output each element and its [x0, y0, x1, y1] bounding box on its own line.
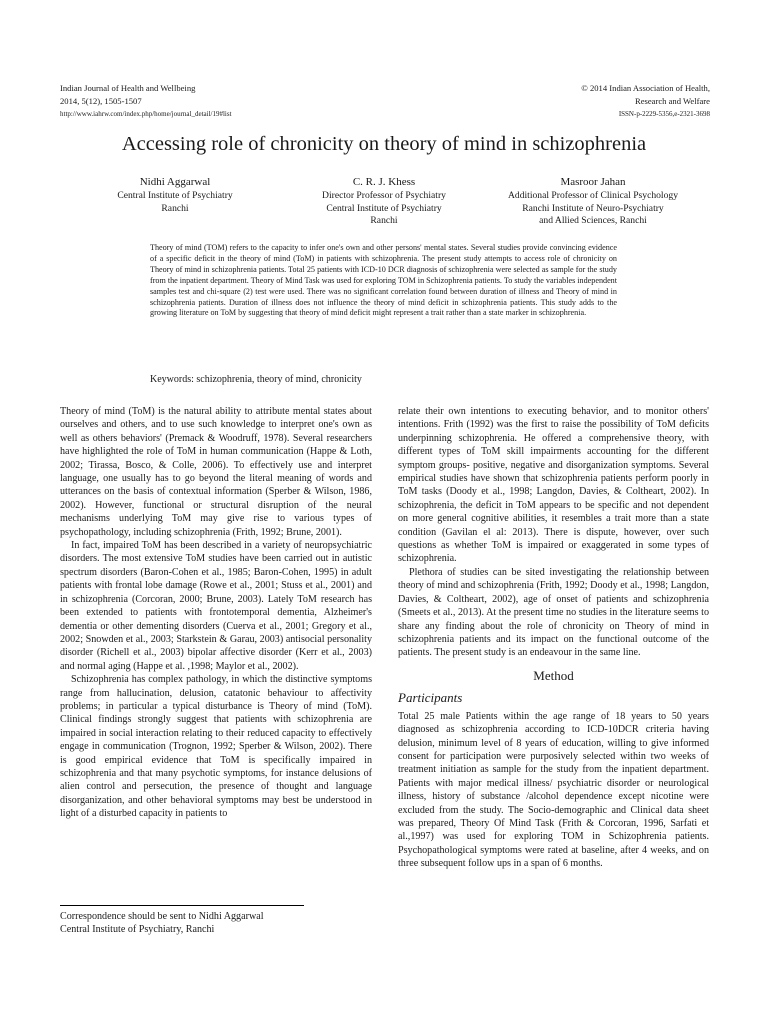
author-affiliation: Ranchi: [370, 215, 398, 226]
body-paragraph: In fact, impaired ToM has been described in a variety of neuropsychiatric disorders. The most extensive ToM studies have been carried out in autistic spectrum disorders (Baron-Cohen et al., 1985; Baron-Cohen, 1995) in adult patients with frontal lobe damage (Rowe et al., 2001; Stuss et al., 2001) and in schizophrenia (Corcoran, 2000; Brune, 2003). Lately ToM research has been extended to patients with frontotemporal dementia, Alzheimer's dementia or other dementing disorders (Cuerva et al., 2001; Gregory et al., 2002; Snowden et al., 2003; Starkstein & Garau, 2003) antisocial personality disorder (Richell et al., 2003) bipolar affective disorder (Kerr et al., 2003) and normal aging (Happe et al. ,1998; Maylor et al., 2002).: [60, 540, 372, 672]
left-column: [60, 405, 372, 821]
author-block-3: [488, 175, 698, 228]
footnote-rule: [60, 905, 304, 906]
body-paragraph: Schizophrenia has complex pathology, in which the distinctive symptoms range from hallucination, delusion, catatonic behaviour to affectivity problems; in particular a typical disturbance is Theory of mind (ToM). Clinical findings strongly suggest that patients with schizophrenia are impaired in social interaction relating to their reduced capacity to effectively engage in communication (Trognon, 1992; Sperber & Wilson, 2002). There is good empirical evidence that ToM is specifically impaired in schizophrenia and that many psychotic symptoms, for instance delusions of alien control and persecution, the presence of thought and language disorganization, and other behavioral symptoms may best be understood in light of a disturbed capacity in patients to: [60, 674, 372, 820]
body-paragraph: Theory of mind (ToM) is the natural ability to attribute mental states about ourselves and others, and to use such knowledge to interpret one's own as well as others behaviors' (Premack & Woodruff, 1978). Several researchers have highlighted the role of ToM in human communication (Happe & Loth, 2002; Tirassa, Bosco, & Colle, 2006). To effectively use and interpret language, one usually has to go beyond the literal meaning of words and utterances on the basis of contextual information (Sperber & Wilson, 1986, 2002). However, functional or structural disruption of the neural mechanisms underlying ToM may give rise to various types of psychopathology, including schizophrenia (Frith, 1992; Brune, 2001).: [60, 406, 372, 538]
author-name: Masroor Jahan: [560, 176, 626, 188]
copyright-line-1: © 2014 Indian Association of Health,: [581, 83, 710, 93]
issn: ISSN-p-2229-5356,e-2321-3698: [618, 110, 710, 118]
paper-title: Accessing role of chronicity on theory of mind in schizophrenia: [121, 133, 647, 155]
journal-url[interactable]: http://www.iahrw.com/index.php/home/journal_detail/19#list: [60, 110, 232, 118]
author-affiliation: Ranchi Institute of Neuro-Psychiatry: [522, 202, 664, 214]
correspondence-line-1: Correspondence should be sent to Nidhi Aggarwal: [60, 911, 264, 922]
body-paragraph: Plethora of studies can be sited investigating the relationship between theory of mind and schizophrenia (Frith, 1992; Doody et al., 1998; Langdon, Davies, & Coltheart, 2002), age of onset of patients and schizophrenia (Smeets et al., 2013). At the present time no studies in the literature seems to share any finding about the role of chronicity on Theory of mind in schizophrenia patients and its impact on the functional outcome of the patients. The present study is an endeavour in the same line.: [398, 566, 709, 659]
journal-header: [60, 82, 232, 120]
author-name: C. R. J. Khess: [352, 176, 416, 188]
author-block-2: [284, 175, 484, 228]
body-paragraph: relate their own intentions to executing behavior, and to monitor others' intentions. Frith (1992) was the first to raise the possibility of ToM deficits underpinning schizophrenia. He offered a comprehensive theory, with different types of ToM skill impairments accounting for the different symptom groups- positive, negative and disorganization symptoms. Several empirical studies have shown that schizophrenia patients perform poorly in ToM tasks (Doody et al., 1998; Langdon, Davies, & Coltheart, 2002). In schizophrenia, the deficit in ToM appears to be specific and not dependent on more general cognitive abilities, it resembles a trait more than a state condition (Gavilan el al: 2013). There is dispute, however, over such questions as whether ToM is impaired or exaggerated in some types of schizophrenia.: [398, 406, 709, 565]
right-column: [398, 405, 709, 871]
keywords: Keywords: schizophrenia, theory of mind, chronicity: [150, 374, 362, 385]
correspondence: [60, 910, 372, 937]
author-block-1: [85, 175, 265, 215]
author-affiliation: Additional Professor of Clinical Psychology: [507, 190, 678, 201]
author-affiliation: Director Professor of Psychiatry: [322, 190, 446, 201]
author-name: Nidhi Aggarwal: [139, 176, 211, 188]
copyright-block: [581, 82, 710, 120]
author-affiliation: Central Institute of Psychiatry: [326, 202, 442, 214]
author-affiliation: and Allied Sciences, Ranchi: [539, 215, 647, 226]
copyright-line-2: Research and Welfare: [634, 96, 710, 106]
abstract: Theory of mind (TOM) refers to the capacity to infer one's own and other persons' mental states. Several studies provide convincing evidence of a specific deficit in the theory of mind (ToM) in patients with schizophrenia. The present study attempts to access role of chronicity on Theory of mind in schizophrenia patients. Total 25 patients with ICD-10 DCR diagnosis of schizophrenia were selected as sample for the study from the inpatient department. Theory of Mind Task was used for exploring TOM in Schizophrenia patients. To study the variables independent samples test and chi-square (2) test were used. There was no significant correlation found between duration of illness and Theory of mind in schizophrenia patients. Duration of illness does not influence the theory of mind deficit in schizophrenia patients. This study adds to the growing literature on ToM by suggesting that theory of mind deficit might represent a trait rather than a state marker in schizophrenia.: [150, 243, 618, 318]
author-affiliation: Ranchi: [161, 202, 189, 214]
method-heading: Method: [533, 667, 574, 683]
correspondence-line-2: Central Institute of Psychiatry, Ranchi: [60, 924, 215, 936]
participants-heading: Participants: [398, 689, 463, 705]
author-affiliation: Central Institute of Psychiatry: [117, 190, 233, 201]
volume-pages: 2014, 5(12), 1505-1507: [60, 96, 142, 106]
body-paragraph: Total 25 male Patients within the age range of 18 years to 50 years diagnosed as schizophrenia according to ICD-10DCR criteria having delusion, minimum level of 8 years of education, willing to give informed consent for participation were purposively selected within two weeks of treatment initiation as sample for the study from the inpatient department. Patients with major medical illness/ psychiatric disorder or neurological illness, history of substance /alcohol dependence except nicotine were excluded from the study. The Socio-demographic and Clinical data sheet was prepared, Theory Of Mind Task (Frith & Corcoran, 1996, Sarfati et al.,1997) was used for exploring TOM in Schizophrenia patients. Psychopathological symptoms were rated at baseline, after 4 weeks, and on three subsequent follow ups in a span of 6 months.: [398, 710, 709, 870]
journal-name: Indian Journal of Health and Wellbeing: [60, 83, 196, 93]
